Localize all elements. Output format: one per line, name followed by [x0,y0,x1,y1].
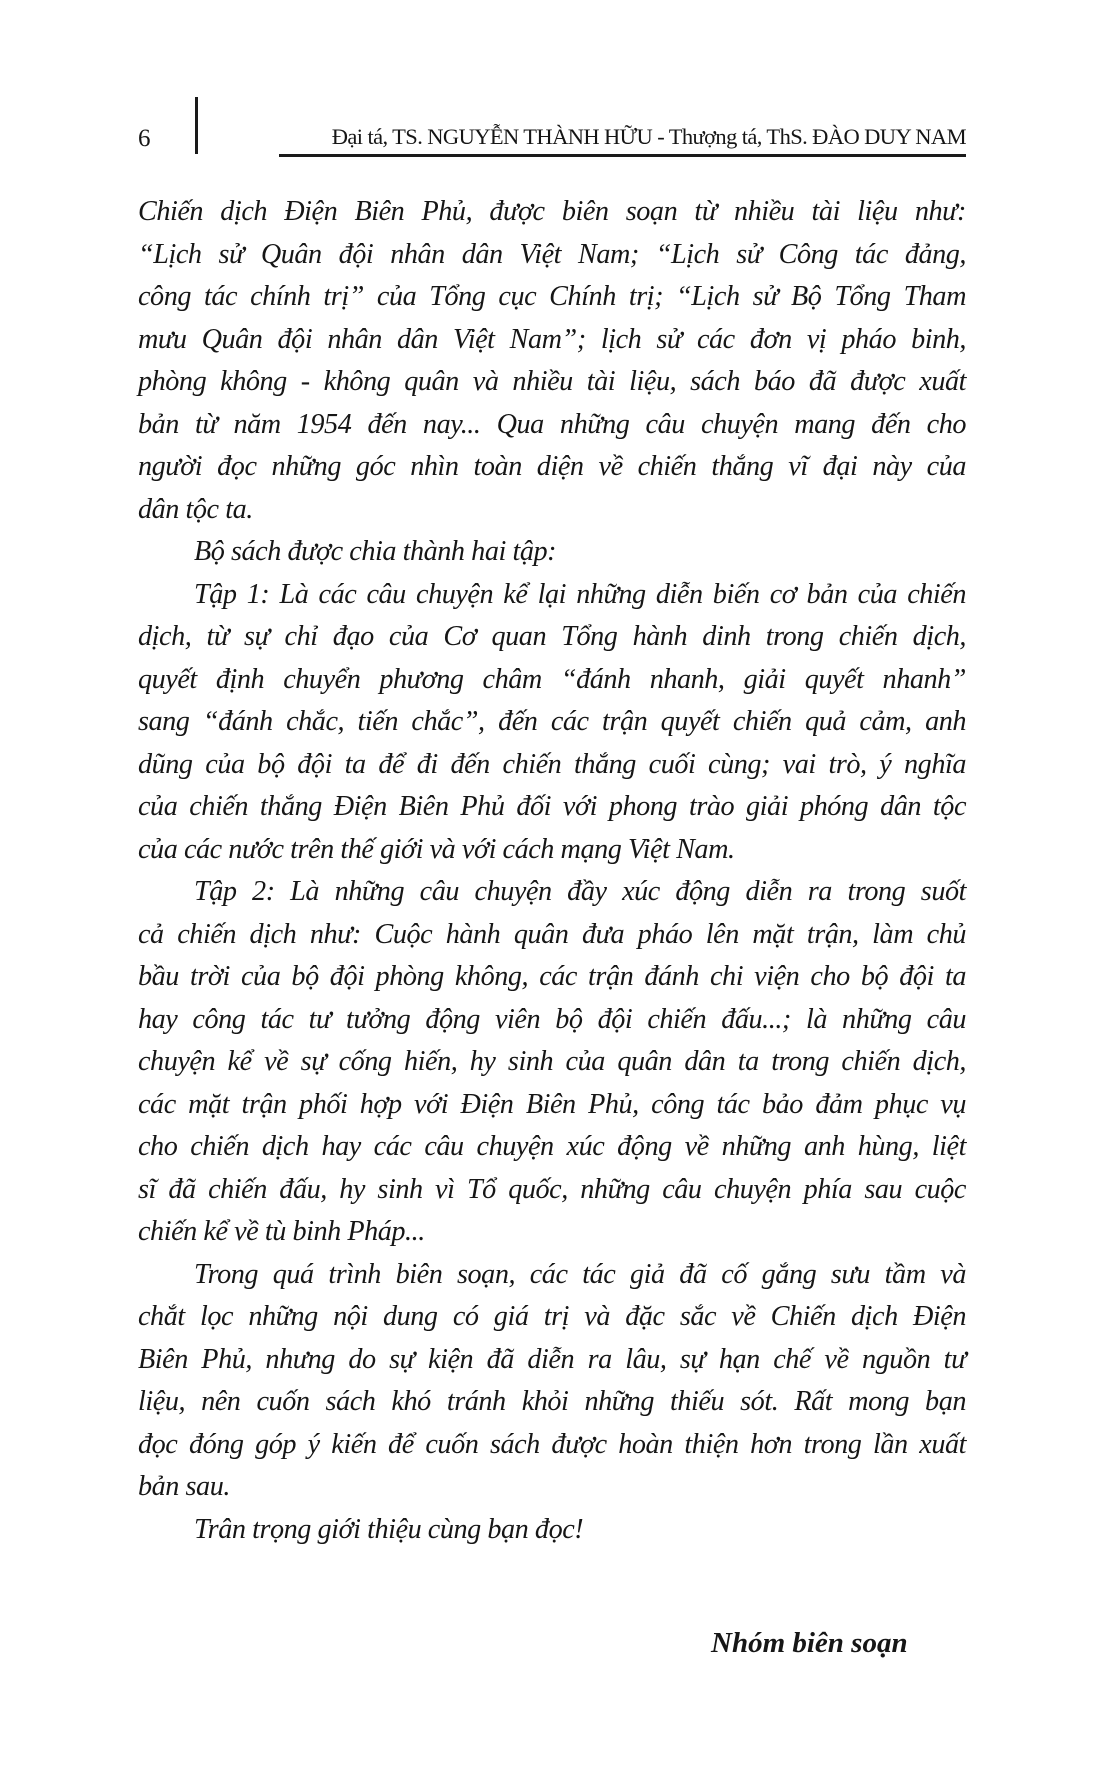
text-line: Bộ sách được chia thành hai tập: [194,536,557,567]
text-line: đọc đóng góp ý kiến để cuốn sách được hoàn thiện hơn trong lần xuất [138,1428,966,1460]
text-line: chuyện kể về sự cống hiến, hy sinh của quân dân ta trong chiến dịch, [138,1046,966,1077]
text-line: người đọc những góc nhìn toàn diện về chiến thắng vĩ đại này của [138,451,966,482]
text-line: cả chiến dịch như: Cuộc hành quân đưa pháo lên mặt trận, làm chủ [138,918,966,950]
text-line: bầu trời của bộ đội phòng không, các trận đánh chi viện cho bộ đội ta [138,961,966,992]
text-line: bản từ năm 1954 đến nay... Qua những câu chuyện mang đến cho [138,408,966,440]
text-line: quyết định chuyển phương châm “đánh nhanh, giải quyết nhanh” [138,663,966,695]
text-line: Tập 1: Là các câu chuyện kể lại những diễn biến cơ bản của chiến [194,578,966,610]
text-line: chắt lọc những nội dung có giá trị và đặc sắc về Chiến dịch Điện [138,1301,966,1332]
signature: Nhóm biên soạn [711,1627,908,1659]
text-line: Trân trọng giới thiệu cùng bạn đọc! [194,1513,584,1545]
text-line: của các nước trên thế giới và với cách mạng Việt Nam. [138,833,735,865]
text-line: Tập 2: Là những câu chuyện đầy xúc động diễn ra trong suốt [194,876,966,907]
text-line: bản sau. [138,1471,230,1502]
text-line: phòng không - không quân và nhiều tài liệu, sách báo đã được xuất [138,366,966,397]
text-line: “Lịch sử Quân đội nhân dân Việt Nam; “Lịch sử Công tác đảng, [138,238,966,270]
text-line: sĩ đã chiến đấu, hy sinh vì Tổ quốc, những câu chuyện phía sau cuộc [138,1173,966,1205]
page-number: 6 [138,125,151,152]
text-line: Biên Phủ, nhưng do sự kiện đã diễn ra lâu, sự hạn chế về nguồn tư [138,1343,966,1375]
text-line: chiến kể về tù binh Pháp... [138,1216,425,1247]
text-line: Chiến dịch Điện Biên Phủ, được biên soạn từ nhiều tài liệu như: [138,196,966,227]
header-vertical-bar [195,97,198,154]
text-line: của chiến thắng Điện Biên Phủ đối với phong trào giải phóng dân tộc [138,791,966,822]
text-line: hay công tác tư tưởng động viên bộ đội chiến đấu...; là những câu [138,1003,966,1035]
text-line: liệu, nên cuốn sách khó tránh khỏi những thiếu sót. Rất mong bạn [138,1386,966,1417]
text-line: cho chiến dịch hay các câu chuyện xúc động về những anh hùng, liệt [138,1131,966,1162]
text-line: dịch, từ sự chỉ đạo của Cơ quan Tổng hành dinh trong chiến dịch, [138,621,966,652]
text-line: dân tộc ta. [138,493,253,525]
text-line: mưu Quân đội nhân dân Việt Nam”; lịch sử các đơn vị pháo binh, [138,323,966,355]
running-head: Đại tá, TS. NGUYỄN THÀNH HỮU - Thượng tá, ThS. ĐÀO DUY NAM [331,124,966,149]
text-line: sang “đánh chắc, tiến chắc”, đến các trận quyết chiến quả cảm, anh [138,706,966,737]
body-text [138,191,966,1551]
text-line: công tác chính trị” của Tổng cục Chính trị; “Lịch sử Bộ Tổng Tham [138,281,966,312]
text-line: dũng của bộ đội ta để đi đến chiến thắng cuối cùng; vai trò, ý nghĩa [138,748,966,780]
text-line: các mặt trận phối hợp với Điện Biên Phủ, công tác bảo đảm phục vụ [138,1088,966,1120]
text-line: Trong quá trình biên soạn, các tác giả đã cố gắng sưu tầm và [194,1258,966,1290]
header-rule [279,154,966,157]
